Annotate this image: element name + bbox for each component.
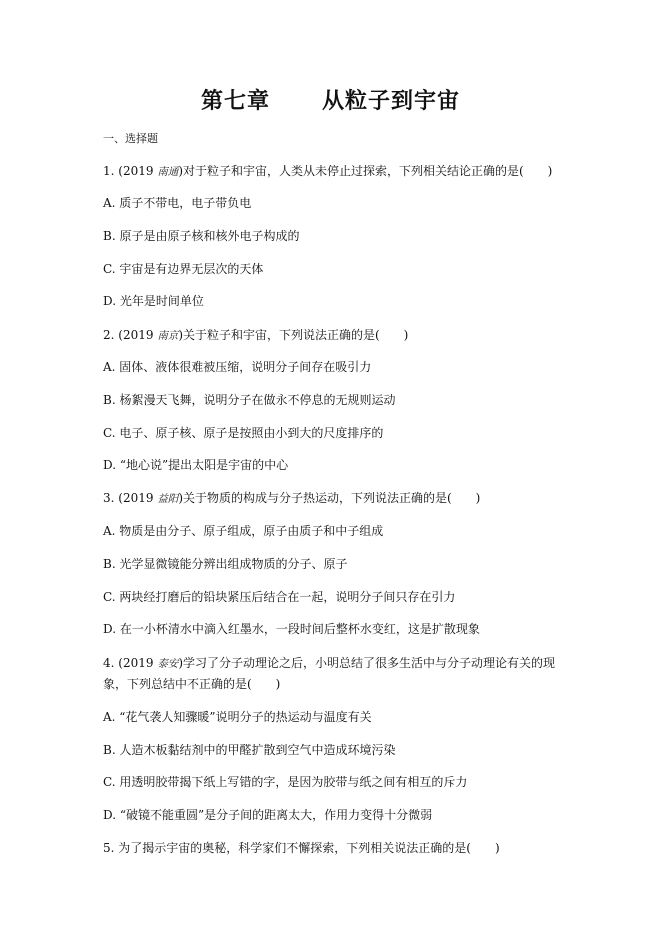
question-2-option-b: B. 杨絮漫天飞舞，说明分子在做永不停息的无规则运动	[103, 393, 396, 407]
question-number: 2. (2019	[103, 328, 158, 342]
question-5-stem: 5. 为了揭示宇宙的奥秘，科学家们不懈探索，下列相关说法正确的是( )	[103, 841, 500, 855]
question-source: 南京	[157, 330, 179, 342]
question-number: 1. (2019	[103, 164, 158, 178]
question-source: 泰安	[157, 658, 179, 670]
question-source: 南通	[157, 166, 179, 178]
question-2-option-a: A. 固体、液体很难被压缩，说明分子间存在吸引力	[103, 360, 372, 374]
question-1-option-d: D. 光年是时间单位	[103, 294, 204, 308]
question-1-option-b: B. 原子是由原子核和核外电子构成的	[103, 229, 300, 243]
chapter-title: 第七章 从粒子到宇宙	[201, 89, 460, 114]
section-heading: 一、选择题	[103, 132, 158, 145]
question-source: 益阳	[157, 493, 179, 505]
question-text: )关于粒子和宇宙，下列说法正确的是( )	[178, 328, 409, 342]
question-3-option-b: B. 光学显微镜能分辨出组成物质的分子、原子	[103, 557, 348, 571]
question-1-option-c: C. 宇宙是有边界无层次的天体	[103, 262, 264, 276]
question-3-option-d: D. 在一小杯清水中滴入红墨水，一段时间后整杯水变红，这是扩散现象	[103, 622, 480, 636]
question-3-option-c: C. 两块经打磨后的铅块紧压后结合在一起，说明分子间只存在引力	[103, 590, 456, 604]
question-1-option-a: A. 质子不带电，电子带负电	[103, 196, 252, 210]
question-text: )关于物质的构成与分子热运动，下列说法正确的是( )	[178, 491, 481, 505]
question-2-option-d: D. “地心说”提出太阳是宇宙的中心	[103, 458, 289, 472]
question-4-option-a: A. “花气袭人知骤暖”说明分子的热运动与温度有关	[103, 710, 372, 724]
question-2-option-c: C. 电子、原子核、原子是按照由小到大的尺度排序的	[103, 426, 384, 440]
question-text: )学习了分子动理论之后，小明总结了很多生活中与分子动理论有关的现象，下列总结中不正确的是( )	[103, 656, 555, 691]
question-4-stem	[103, 653, 573, 694]
question-4-option-d: D. “破镜不能重圆”是分子间的距离太大，作用力变得十分微弱	[103, 808, 433, 822]
question-4-option-c: C. 用透明胶带揭下纸上写错的字，是因为胶带与纸之间有相互的斥力	[103, 775, 468, 789]
question-number: 4. (2019	[103, 656, 158, 670]
question-2-stem	[103, 326, 573, 345]
question-3-stem	[103, 489, 573, 508]
question-3-option-a: A. 物质是由分子、原子组成，原子由质子和中子组成	[103, 524, 384, 538]
question-1-stem	[103, 162, 573, 181]
question-4-option-b: B. 人造木板黏结剂中的甲醛扩散到空气中造成环境污染	[103, 743, 396, 757]
question-number: 3. (2019	[103, 491, 158, 505]
question-text: )对于粒子和宇宙，人类从未停止过探索，下列相关结论正确的是( )	[178, 164, 553, 178]
